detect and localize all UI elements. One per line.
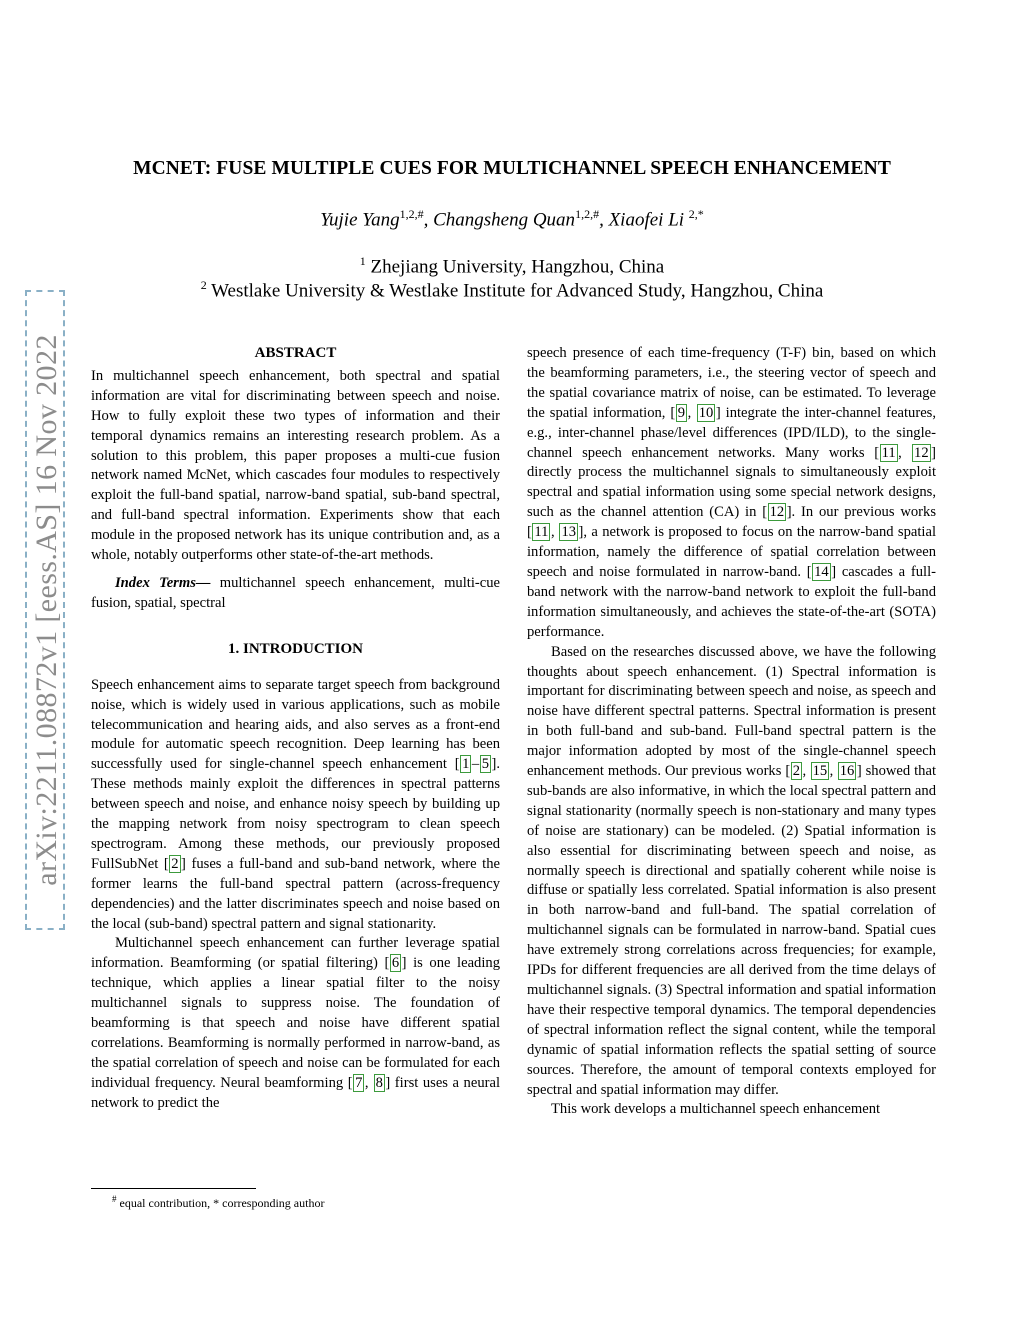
index-terms-label: Index Terms— xyxy=(115,574,211,591)
footnote-divider xyxy=(91,1188,256,1189)
intro-paragraph-3 xyxy=(527,643,936,1101)
introduction-heading: 1. INTRODUCTION xyxy=(227,640,363,657)
affiliation-number: 2 xyxy=(200,278,207,292)
paragraph-text: , xyxy=(550,524,559,541)
paragraph-text: ]. These methods mainly exploit the differences in spectral patterns between speech and noise, and enhance noisy speech by building up the mapping network from noisy spectrogram to clean speech spectrogram. Among these methods, our previously proposed FullSubNet [ xyxy=(91,756,500,872)
author-list xyxy=(0,207,1024,231)
citation-link[interactable]: 7 xyxy=(355,1074,363,1091)
paragraph-text: ] directly process the multichannel signals to simultaneously exploit spectral and spatial information using some special network designs, such as the channel attention (CA) in [ xyxy=(527,444,937,521)
paragraph-text: Multichannel speech enhancement can further leverage spatial information. Beamforming (or spatial filtering) [ xyxy=(91,935,500,972)
citation-link[interactable]: 8 xyxy=(375,1074,383,1091)
paragraph-text: , xyxy=(687,404,697,421)
citation-link[interactable]: 1 xyxy=(462,756,470,773)
paragraph-text: , xyxy=(829,763,838,780)
left-column xyxy=(91,344,500,1114)
abstract-body: In multichannel speech enhancement, both spectral and spatial information are vital for discriminating between speech and noise. How to fully exploit these two types of information and their temporal dynamics remains an interesting research problem. As a solution to this problem, this paper proposes a multi-cue fusion network named McNet, which cascades four modules to respectively exploit the full-band spatial, narrow-band spatial, sub-band spectral, and full-band spectral information. Experiments show that each module in the proposed network has its unique contribution and, as a whole, notably outperforms other state-of-the-art methods. xyxy=(91,367,500,564)
intro-paragraph-1 xyxy=(91,676,500,935)
citation-link[interactable]: 5 xyxy=(481,756,489,773)
footnote xyxy=(112,1194,324,1211)
author-name: Xiaofei Li xyxy=(608,209,689,231)
footnote-mark: # xyxy=(112,1194,117,1204)
citation-link[interactable]: 12 xyxy=(769,504,785,521)
paragraph-text: ], a network is proposed to focus on the narrow-band spatial information, namely the difference of spatial correlation between speech and noise formulated in narrow-band. [ xyxy=(527,524,936,580)
author-affiliation-mark: 1,2,# xyxy=(399,207,424,221)
affiliation-number: 1 xyxy=(359,254,366,268)
index-terms xyxy=(91,574,500,614)
citation-link[interactable]: 12 xyxy=(914,444,929,461)
footnote-text: equal contribution, * corresponding author xyxy=(116,1196,325,1210)
citation-link[interactable]: 13 xyxy=(561,524,577,541)
author-name: Yujie Yang xyxy=(320,209,400,231)
paragraph-text: , xyxy=(364,1074,374,1091)
citation-link[interactable]: 14 xyxy=(814,563,829,580)
citation-link[interactable]: 16 xyxy=(839,763,855,780)
author-name: Changsheng Quan xyxy=(433,209,576,231)
paragraph-text: – xyxy=(471,756,480,773)
paragraph-text: , xyxy=(802,763,811,780)
right-column xyxy=(527,344,936,1120)
paragraph-text: speech presence of each time-frequency (T-F) bin, based on which the beamforming parameters, i.e., the steering vector of speech and the spatial covariance matrix of noise, can be estimated. To leverage the spatial information, [ xyxy=(527,345,936,421)
affiliation-text: Westlake University & Westlake Institute for Advanced Study, Hangzhou, China xyxy=(206,280,824,302)
affiliation-text: Zhejiang University, Hangzhou, China xyxy=(365,256,665,278)
paragraph-text: ] integrate the inter-channel features, e.g., inter-channel phase/level differences (IPD/ILD), to the single-channel speech enhancement networks. Many works [ xyxy=(527,404,936,461)
affiliation-1 xyxy=(0,254,1024,278)
citation-link[interactable]: 11 xyxy=(534,524,549,541)
paragraph-text: Based on the researches discussed above, we have the following thoughts about speech enhancement. (1) Spectral information is important for discriminating between speech and noise, as speech and noise have different spectral patterns. Spectral information is present in both full-band and sub-band. Full-band spectral pattern is the major information adopted by most of the single-channel speech enhancement methods. Our previous works [ xyxy=(527,643,936,780)
paper-title: MCNET: FUSE MULTIPLE CUES FOR MULTICHANNEL SPEECH ENHANCEMENT xyxy=(133,158,891,179)
author-affiliation-mark: 1,2,# xyxy=(575,207,600,221)
abstract-heading: ABSTRACT xyxy=(254,345,337,361)
paragraph-text: ]. In our previous works [ xyxy=(527,504,936,541)
citation-link[interactable]: 10 xyxy=(698,404,714,421)
paragraph-text: Speech enhancement aims to separate target speech from background noise, which is widely used in various applications, such as mobile telecommunication and hearing aids, and also serves as a front-end module for automatic speech recognition. Deep learning has been successfully used for single-channel speech enhancement [ xyxy=(91,676,500,773)
arxiv-sidebar-stamp[interactable] xyxy=(25,290,65,930)
paragraph-text: ] first uses a neural network to predict the xyxy=(91,1074,501,1111)
citation-link[interactable]: 2 xyxy=(792,763,800,780)
citation-link[interactable]: 15 xyxy=(812,763,828,780)
intro-paragraph-4: This work develops a multichannel speech enhancement xyxy=(551,1101,881,1118)
citation-link[interactable]: 11 xyxy=(881,444,896,461)
intro-paragraph-2 xyxy=(91,934,500,1113)
affiliation-2 xyxy=(0,278,1024,302)
paragraph-text: ] fuses a full-band and sub-band network, where the former learns the full-band spectral pattern (across-frequency dependencies) and the latter discriminates speech and noise based on the local (sub-band) spectral pattern and signal stationarity. xyxy=(91,855,500,932)
intro-paragraph-2-continued xyxy=(527,344,936,643)
index-terms-text: multichannel speech enhancement, multi-cue fusion, spatial, spectral xyxy=(91,574,501,611)
author-separator: , xyxy=(599,209,609,231)
arxiv-identifier[interactable]: arXiv:2211.08872v1 [eess.AS] 16 Nov 2022 xyxy=(30,334,63,886)
citation-link[interactable]: 9 xyxy=(677,404,686,421)
paragraph-text: ] cascades a full-band network with the narrow-band network to exploit the full-band information simultaneously, and achieves the state-of-the-art (SOTA) performance. xyxy=(527,563,936,640)
paragraph-text: , xyxy=(898,444,912,461)
paragraph-text: ] showed that sub-bands are also informative, in which the local spectral pattern and signal stationarity (normally speech is non-stationary and many types of noise are stationary) can be modeled. (2) Spatial information is also essential for discriminating between speech and noise, as normally speech is directional and spatially coherent while noise is diffuse or spatially less correlated. Spatial information is also present in both narrow-band and full-band. The spatial correlation of multichannel signals can be formulated in narrow-band. Spatial cues have extremely strong correlations across frequencies; for example, IPDs for different frequencies are all derived from the time delays of multichannel signals. (3) Spectral information and spatial information have their respective temporal dynamics. The temporal dependencies of spectral information reflect the signal content, while the temporal dynamic of spatial information reflects the spatial setting of source sources. Therefore, the amount of temporal contexts employed for spectral and spatial information may differ. xyxy=(527,763,937,1098)
citation-link[interactable]: 2 xyxy=(171,855,179,872)
paragraph-text: ] is one leading technique, which applies a linear spatial filter to the noisy multichannel signals to suppress noise. The foundation of beamforming is that speech and noise have different spatial correlations. Beamforming is normally performed in narrow-band, as the spatial correlation of speech and noise can be formulated for each individual frequency. Neural beamforming [ xyxy=(91,955,500,1091)
author-separator: , xyxy=(423,209,434,231)
citation-link[interactable]: 6 xyxy=(391,955,400,972)
author-affiliation-mark: 2,* xyxy=(688,207,704,221)
